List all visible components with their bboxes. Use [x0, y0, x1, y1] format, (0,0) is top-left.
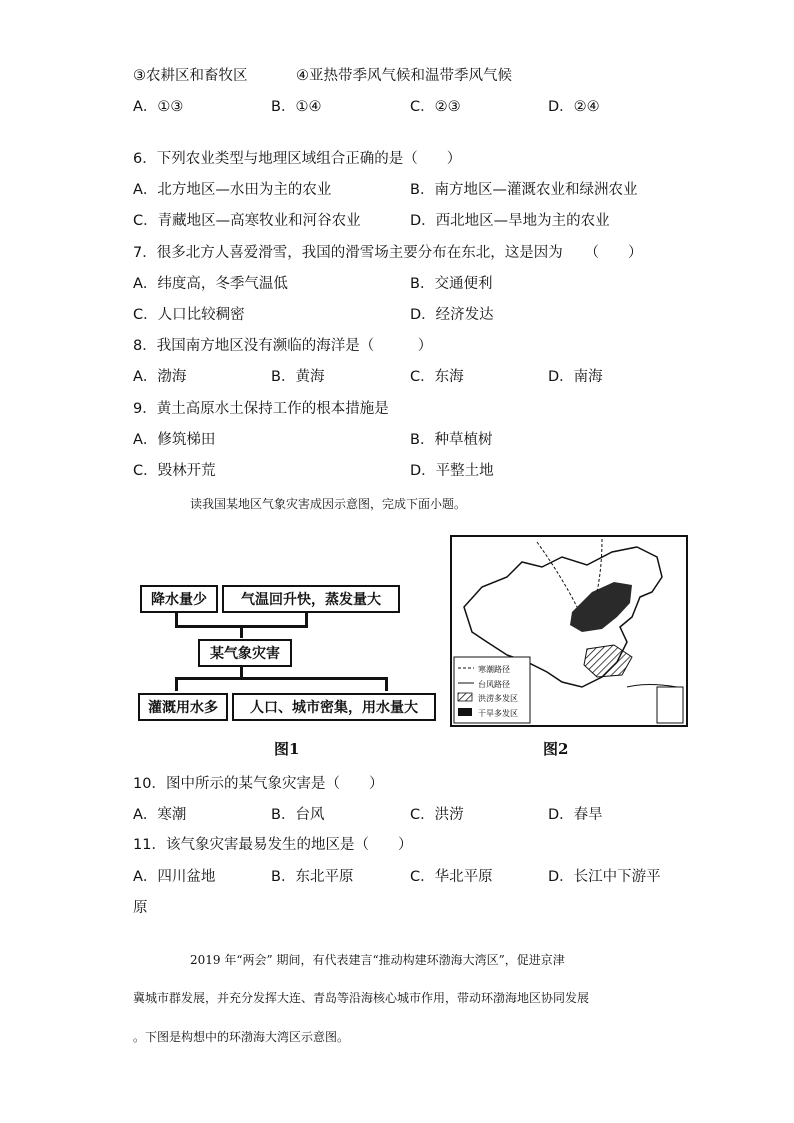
q7-choice-d[interactable]: D．经济发达	[410, 307, 494, 323]
figure-intro: 读我国某地区气象灾害成因示意图，完成下面小题。	[190, 497, 467, 511]
q5-choice-d[interactable]: D．②④	[548, 99, 600, 115]
q10-choice-b[interactable]: B．台风	[271, 807, 325, 823]
passage-line-2: 冀城市群发展，并充分发挥大连、青岛等沿海核心城市作用，带动环渤海地区协同发展	[133, 991, 590, 1005]
q8-choice-b[interactable]: B．黄海	[271, 369, 325, 385]
fig2-label: 图2	[543, 740, 569, 758]
q11-choice-c[interactable]: C．华北平原	[410, 869, 493, 885]
q5-choice-b[interactable]: B．①④	[271, 99, 322, 115]
fig1-box-low-precip: 降水量少	[140, 585, 218, 613]
legend-cold-label: 寒潮路径	[478, 665, 510, 674]
q8-choice-d[interactable]: D．南海	[548, 369, 603, 385]
q9-choice-d[interactable]: D．平整土地	[410, 463, 494, 479]
q11-choice-d[interactable]: D．长江中下游平	[548, 869, 661, 885]
q7-choice-a[interactable]: A．纬度高，冬季气温低	[133, 276, 288, 292]
q8-choice-a[interactable]: A．渤海	[133, 369, 187, 385]
passage-line-3: 。下图是构想中的环渤海大湾区示意图。	[133, 1030, 350, 1044]
legend-typhoon-label: 台风路径	[478, 680, 510, 689]
fig1-box-population: 人口、城市密集，用水量大	[232, 693, 436, 721]
fig1-label: 图1	[274, 740, 300, 758]
q7-choice-c[interactable]: C．人口比较稠密	[133, 307, 245, 323]
passage-line-1: 2019 年“两会” 期间，有代表建言“推动构建环渤海大湾区”，促进京津	[190, 953, 565, 967]
q6-choice-c[interactable]: C．青藏地区—高寒牧业和河谷农业	[133, 213, 361, 229]
q8-choice-c[interactable]: C．东海	[410, 369, 464, 385]
q10-choice-d[interactable]: D．春旱	[548, 807, 603, 823]
q5-option-4: ④亚热带季风气候和温带季风气候	[296, 68, 512, 84]
q11-choice-d-wrap: 原	[133, 900, 148, 916]
figure-1	[130, 575, 440, 725]
legend-drought-icon	[458, 708, 472, 716]
legend-drought-label: 干旱多发区	[478, 709, 518, 718]
figure-2	[450, 535, 688, 727]
fig1-box-temp-rise: 气温回升快，蒸发量大	[222, 585, 400, 613]
fig1-box-irrigation: 灌溉用水多	[138, 693, 228, 721]
q10-choice-c[interactable]: C．洪涝	[410, 807, 464, 823]
q10-stem: 10．图中所示的某气象灾害是（ ）	[133, 776, 384, 792]
q6-stem: 6．下列农业类型与地理区域组合正确的是（ ）	[133, 151, 462, 167]
q11-stem: 11．该气象灾害最易发生的地区是（ ）	[133, 837, 413, 853]
fig1-box-disaster: 某气象灾害	[198, 639, 292, 667]
q10-choice-a[interactable]: A．寒潮	[133, 807, 187, 823]
cold-wave-path-1	[537, 542, 577, 607]
q6-choice-a[interactable]: A．北方地区—水田为主的农业	[133, 182, 332, 198]
q11-choice-a[interactable]: A．四川盆地	[133, 869, 216, 885]
q6-choice-d[interactable]: D．西北地区—旱地为主的农业	[410, 213, 610, 229]
q9-choice-c[interactable]: C．毁林开荒	[133, 463, 216, 479]
q5-choice-a[interactable]: A．①③	[133, 99, 184, 115]
legend-flood-icon	[458, 693, 472, 701]
q6-choice-b[interactable]: B．南方地区—灌溉农业和绿洲农业	[410, 182, 638, 198]
q8-stem: 8．我国南方地区没有濒临的海洋是（ ）	[133, 338, 433, 354]
q7-choice-b[interactable]: B．交通便利	[410, 276, 493, 292]
q7-stem: 7．很多北方人喜爱滑雪，我国的滑雪场主要分布在东北，这是因为 （ ）	[133, 245, 643, 261]
q5-option-3: ③农耕区和畜牧区	[133, 68, 248, 84]
cold-wave-path-2	[597, 539, 602, 592]
china-map	[452, 537, 686, 725]
q5-choice-c[interactable]: C．②③	[410, 99, 461, 115]
flood-zone	[584, 645, 632, 677]
q9-choice-b[interactable]: B．种草植树	[410, 432, 493, 448]
q9-choice-a[interactable]: A．修筑梯田	[133, 432, 216, 448]
q11-choice-b[interactable]: B．东北平原	[271, 869, 354, 885]
south-sea-inset	[657, 687, 683, 723]
legend-flood-label: 洪涝多发区	[478, 694, 518, 703]
q9-stem: 9．黄土高原水土保持工作的根本措施是	[133, 401, 389, 417]
